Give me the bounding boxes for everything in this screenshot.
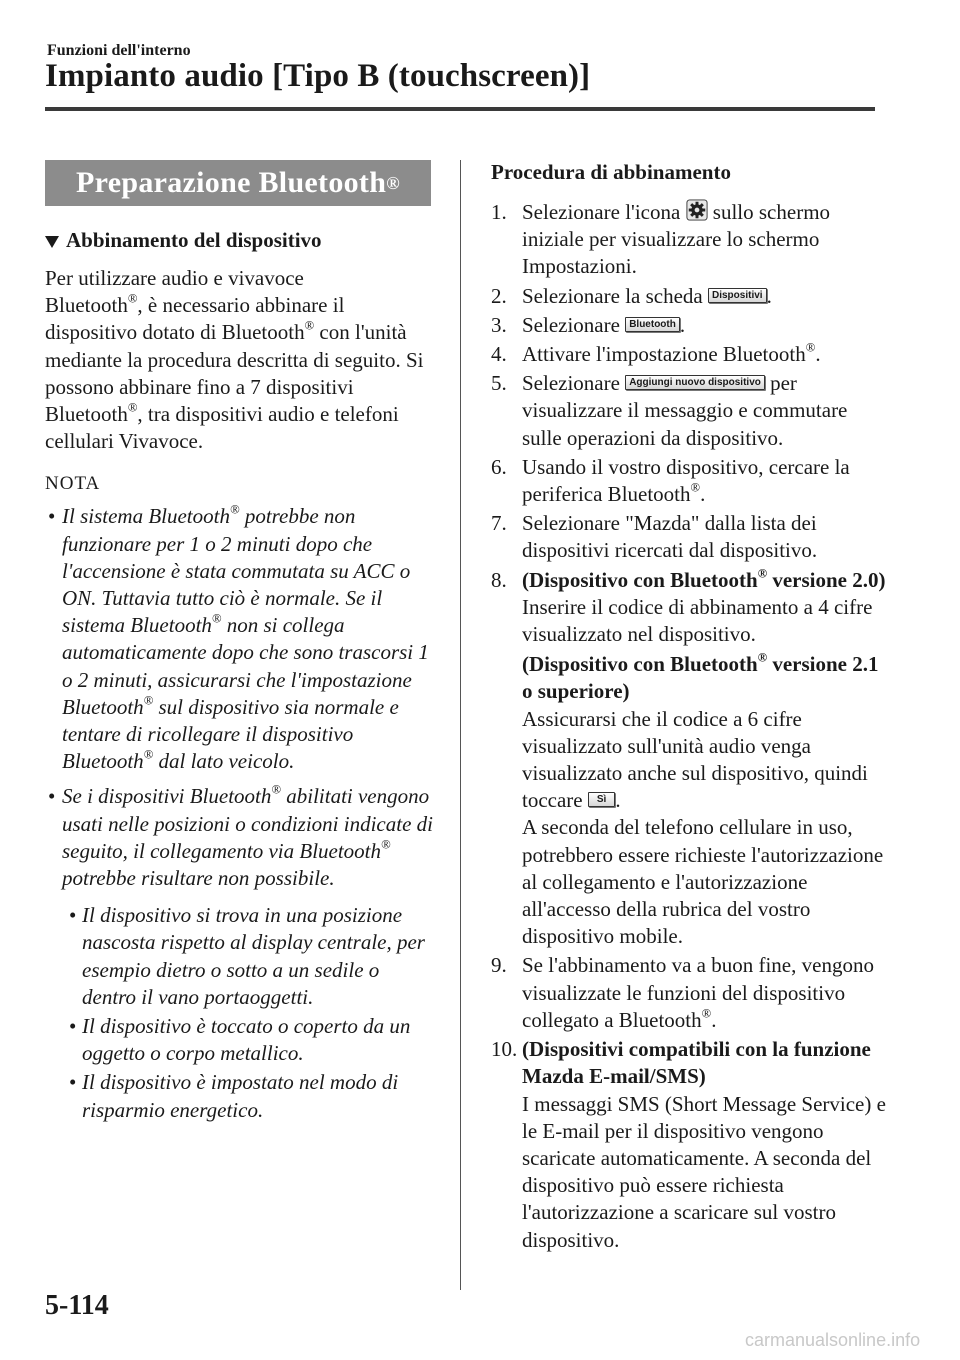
- left-column: [45, 160, 435, 1124]
- note-item: • Il sistema Bluetooth® potrebbe non funzionare per 1 o 2 minuti dopo che l'accensione è stata commutata su ACC o ON. Tuttavia tutto ciò è normale. Se il sistema Bluetooth® non si collega automaticamente dopo che sono trascorsi 1 o 2 minuti, assicurarsi che l'impostazione Bluetooth® sul dispositivo sia normale e tentare di ricollegare il dispositivo Bluetooth® dal lato veicolo.: [48, 502, 429, 774]
- note-item: • Se i dispositivi Bluetooth® abilitati vengono usati nelle posizioni o condizioni indicate di seguito, il collegamento via Bluetooth® potrebbe risultare non possibile.: [48, 783, 433, 891]
- sub-note-list: [45, 902, 435, 1124]
- bullet-icon: •: [48, 784, 56, 809]
- page-number: 5-114: [45, 1290, 109, 1321]
- intro-paragraph: Per utilizzare audio e vivavoce Bluetooth®, è necessario abbinare il dispositivo dotato di Bluetooth® con l'unità mediante la procedura descritta di seguito. Si possono abbinare fino a 7 dispositivi Bluetooth®, tra dispositivi audio e telefoni cellulari Vivavoce.: [45, 266, 424, 454]
- sub-note-item: • Il dispositivo è toccato o coperto da un oggetto o corpo metallico.: [69, 1014, 411, 1066]
- dispositivi-tab-button[interactable]: Dispositivi: [708, 288, 767, 303]
- triangle-down-icon: [45, 236, 59, 248]
- header-rule: [45, 107, 875, 111]
- nota-label: NOTA: [45, 473, 101, 495]
- yes-button[interactable]: Sì: [588, 792, 615, 807]
- sub-note-item: • Il dispositivo è impostato nel modo di risparmio energetico.: [69, 1070, 399, 1122]
- page-title: Impianto audio [Tipo B (touchscreen)]: [45, 58, 591, 94]
- bullet-icon: •: [69, 1070, 77, 1095]
- step-10: 10. (Dispositivi compatibili con la funzione Mazda E-mail/SMS) I messaggi SMS (Short Message Service) e le E-mail per il dispositivo vengono scaricate automaticamente. A seconda del dispositivo può essere richiesta l'autorizzazione a scaricare sul vostro dispositivo.: [491, 1037, 886, 1252]
- bullet-icon: •: [69, 903, 77, 928]
- step-7: 7. Selezionare "Mazda" dalla lista dei dispositivi ricercati dal dispositivo.: [491, 511, 818, 563]
- section-title: Preparazione Bluetooth: [76, 166, 387, 199]
- steps-list: [491, 199, 886, 1254]
- step-5: 5. Selezionare Aggiungi nuovo dispositivo per visualizzare il messaggio e commutare sulle operazioni da dispositivo.: [491, 371, 848, 450]
- step-4: 4. Attivare l'impostazione Bluetooth®.: [491, 340, 821, 367]
- column-divider: [460, 160, 461, 1290]
- add-device-button[interactable]: Aggiungi nuovo dispositivo: [625, 375, 765, 390]
- sub-note-item: • Il dispositivo si trova in una posizione nascosta rispetto al display centrale, per esempio dietro o sotto a un sedile o dentro il vano portaoggetti.: [69, 903, 425, 1009]
- step-6: 6. Usando il vostro dispositivo, cercare la periferica Bluetooth®.: [491, 454, 850, 507]
- step-8: 8. (Dispositivo con Bluetooth® versione 2.0) Inserire il codice di abbinamento a 4 cifre visualizzato nel dispositivo. (Dispositivo con Bluetooth® versione 2.1 o superiore) Assicurarsi che il codice a 6 cifre visualizzato sull'unità audio venga visualizzato anche sul dispositivo, quindi toccare Sì . A seconda del telefono cellulare in uso, potrebbero essere richieste l'autorizzazione al collegamento e l'autorizzazione all'accesso della rubrica del vostro dispositivo mobile.: [491, 566, 886, 949]
- right-column: [491, 160, 886, 1256]
- bullet-icon: •: [48, 504, 56, 529]
- bluetooth-button[interactable]: Bluetooth: [625, 317, 680, 332]
- bullet-icon: •: [69, 1014, 77, 1039]
- header-section: Funzioni dell'interno: [47, 42, 191, 59]
- step-9: 9. Se l'abbinamento va a buon fine, vengono visualizzate le funzioni del dispositivo collegato a Bluetooth®.: [491, 953, 874, 1032]
- section-banner: Preparazione Bluetooth ®: [45, 160, 431, 206]
- procedure-title: Procedura di abbinamento: [491, 160, 731, 184]
- step-1: 1. Selezionare l'icona sullo schermo iniziale per visualizzare lo schermo Impostazioni.: [491, 200, 831, 279]
- subheading: Abbinamento del dispositivo: [45, 228, 435, 253]
- note-list: [45, 503, 435, 1123]
- gear-icon: [686, 199, 708, 221]
- step-2: 2. Selezionare la scheda Dispositivi .: [491, 283, 772, 308]
- watermark: carmanualsonline.info: [745, 1330, 921, 1350]
- step-3: 3. Selezionare Bluetooth .: [491, 312, 686, 337]
